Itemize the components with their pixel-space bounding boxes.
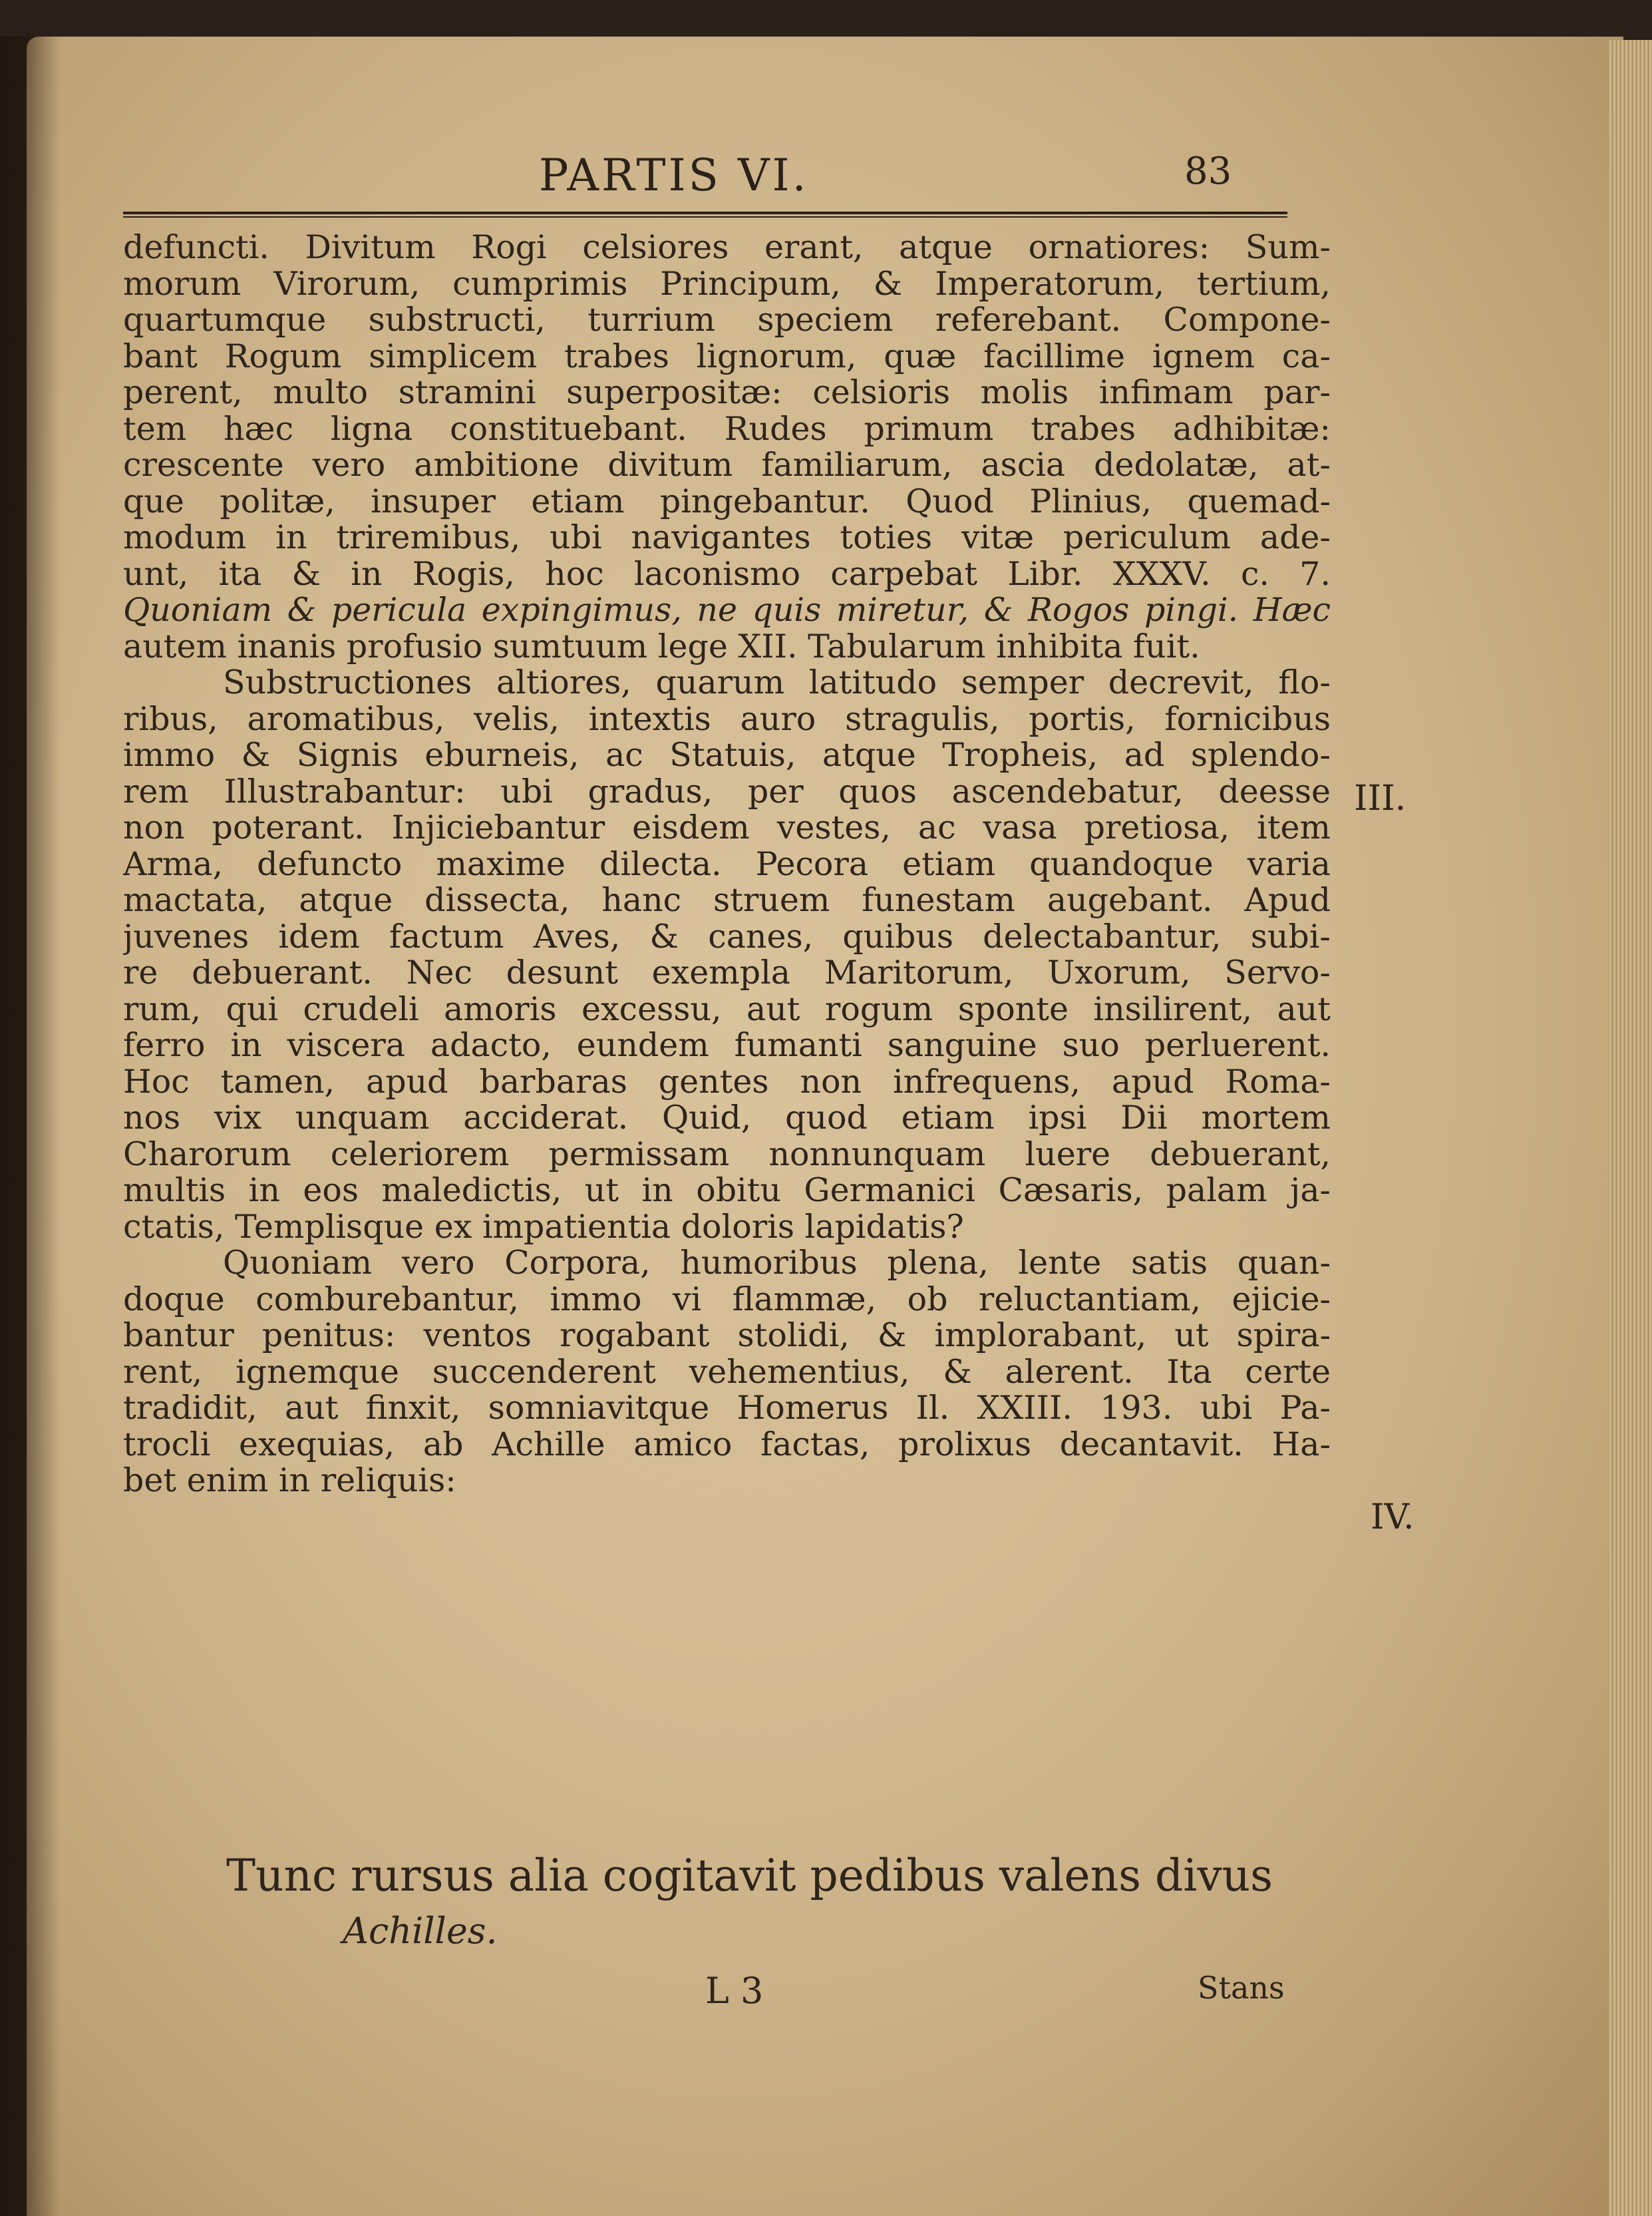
text-line: modum in triremibus, ubi navigantes toties vitæ periculum ade- xyxy=(123,520,1331,556)
text-line: nos vix unquam acciderat. Quid, quod etiam ipsi Dii mortem xyxy=(123,1100,1331,1137)
page-edges xyxy=(1609,40,1652,2216)
text-line: Arma, defuncto maxime dilecta. Pecora etiam quandoque varia xyxy=(123,846,1331,882)
verse-continuation: Achilles. xyxy=(343,1910,498,1952)
text-line: ribus, aromatibus, velis, intextis auro stragulis, portis, fornicibus xyxy=(123,701,1331,737)
text-line: tradidit, aut finxit, somniavitque Homerus Il. XXIII. 193. ubi Pa- xyxy=(123,1390,1331,1427)
signature-mark: L 3 xyxy=(705,1970,764,2012)
header-rule xyxy=(123,212,1287,218)
text-line: multis in eos maledictis, ut in obitu Germanici Cæsaris, palam ja- xyxy=(123,1173,1331,1209)
body-text xyxy=(123,230,1331,1499)
text-line: re debuerant. Nec desunt exempla Maritorum, Uxorum, Servo- xyxy=(123,955,1331,992)
text-line: unt, ita & in Rogis, hoc laconismo carpebat Libr. XXXV. c. 7. xyxy=(123,556,1331,592)
text-line: rem Illustrabantur: ubi gradus, per quos ascendebatur, deesse xyxy=(123,773,1331,810)
text-line: rent, ignemque succenderent vehementius, & alerent. Ita certe xyxy=(123,1354,1331,1390)
paragraph-start-line: Quoniam vero Corpora, humoribus plena, lente satis quan- xyxy=(223,1245,1331,1282)
text-line: ferro in viscera adacto, eundem fumanti sanguine suo perluerent. xyxy=(123,1027,1331,1064)
text-line: Hoc tamen, apud barbaras gentes non infrequens, apud Roma- xyxy=(123,1063,1331,1100)
text-line: tem hæc ligna constituebant. Rudes primum trabes adhibitæ: xyxy=(123,411,1331,447)
text-line: Charorum celeriorem permissam nonnunquam luere debuerant, xyxy=(123,1136,1331,1173)
text-line: perent, multo stramini superpositæ: celsioris molis infimam par- xyxy=(123,375,1331,411)
catchword: Stans xyxy=(1198,1970,1285,2006)
text-line: rum, qui crudeli amoris excessu, aut rogum sponte insilirent, aut xyxy=(123,991,1331,1027)
page-header xyxy=(120,150,1317,203)
margin-note-iii: III. xyxy=(1354,779,1406,819)
text-line: bant Rogum simplicem trabes lignorum, quæ facillime ignem ca- xyxy=(123,338,1331,375)
text-line: doque comburebantur, immo vi flammæ, ob reluctantiam, ejicie- xyxy=(123,1281,1331,1318)
text-line: trocli exequias, ab Achille amico factas, prolixus decantavit. Ha- xyxy=(123,1426,1331,1463)
text-line: crescente vero ambitione divitum familiarum, ascia dedolatæ, at- xyxy=(123,447,1331,484)
text-line: mactata, atque dissecta, hanc struem funestam augebant. Apud xyxy=(123,882,1331,919)
text-line: bet enim in reliquis: xyxy=(123,1463,456,1499)
text-line: autem inanis profusio sumtuum lege XII. Tabularum inhibita fuit. xyxy=(123,628,1200,665)
text-line: quartumque substructi, turrium speciem referebant. Compone- xyxy=(123,302,1331,339)
text-line: morum Virorum, cumprimis Principum, & Imperatorum, tertium, xyxy=(123,266,1331,302)
text-line: non poterant. Injiciebantur eisdem vestes, ac vasa pretiosa, item xyxy=(123,810,1331,846)
gutter-shadow xyxy=(0,37,60,2216)
text-line: bantur penitus: ventos rogabant stolidi, & implorabant, ut spira- xyxy=(123,1318,1331,1354)
page-number: 83 xyxy=(1184,150,1232,193)
text-line: defuncti. Divitum Rogi celsiores erant, atque ornatiores: Sum- xyxy=(123,230,1331,266)
margin-note-iv: IV. xyxy=(1371,1497,1414,1537)
text-line-italic-quote: Quoniam & pericula expingimus, ne quis miretur, & Rogos pingi. Hæc xyxy=(123,592,1331,629)
verse-line: Tunc rursus alia cogitavit pedibus valens divus xyxy=(226,1850,1273,1901)
text-line: immo & Signis eburneis, ac Statuis, atque Tropheis, ad splendo- xyxy=(123,737,1331,774)
text-line: ctatis, Templisque ex impatientia doloris lapidatis? xyxy=(123,1208,964,1245)
running-head: PARTIS VI. xyxy=(539,150,809,201)
paragraph-start-line: Substructiones altiores, quarum latitudo semper decrevit, flo- xyxy=(223,665,1331,701)
text-line: que politæ, insuper etiam pingebantur. Quod Plinius, quemad- xyxy=(123,483,1331,520)
text-line: juvenes idem factum Aves, & canes, quibus delectabantur, subi- xyxy=(123,918,1331,955)
